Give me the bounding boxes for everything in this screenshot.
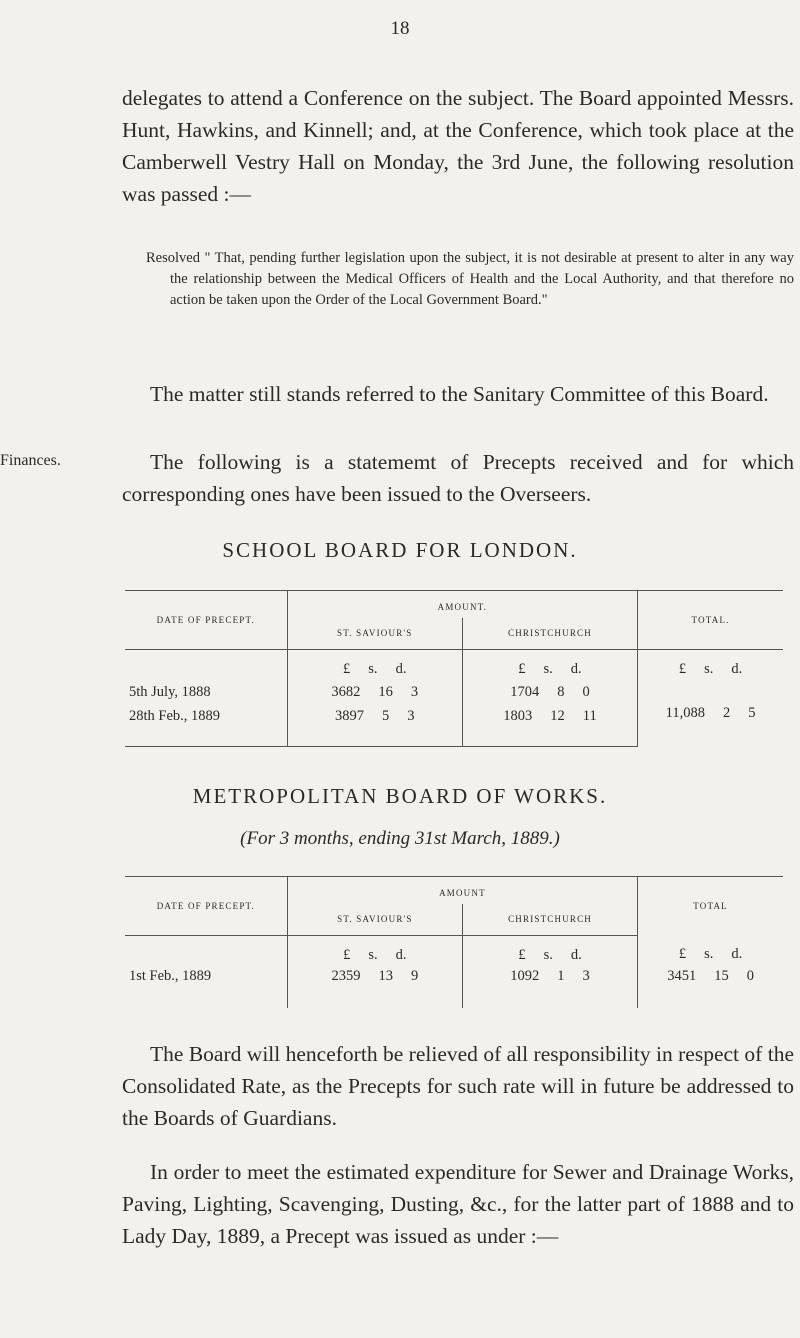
- table-row: 28th Feb., 1889 3897 5 3 1803 12 11: [125, 704, 783, 747]
- metro-board-table: [125, 876, 783, 1008]
- header-total: TOTAL: [638, 877, 783, 936]
- matter-paragraph: The matter still stands referred to the Sanitary Committee of this Board.: [150, 382, 769, 406]
- relieved-paragraph: The Board will henceforth be relieved of all responsibility in respect of the Consolidated Rate, as the Precepts for such rate will in future be addressed to the Boards of Guardians.: [122, 1042, 794, 1130]
- units-total: £ s. d.: [678, 660, 743, 677]
- page-number: 18: [390, 18, 410, 39]
- resolution-body: Resolved " That, pending further legislation upon the subject, it is not desirable at present to alter in any way the relationship between the Medical Officers of Health and the Local Authority, and that therefore no action be taken upon the Order of the Local Government Board.": [146, 250, 794, 308]
- units-st-saviours: £ s. d.: [343, 946, 407, 963]
- header-st-saviours: ST. SAVIOUR'S: [287, 618, 462, 650]
- header-amount: AMOUNT.: [287, 591, 637, 618]
- table-row: 1st Feb., 1889 2359 13 9 1092 1 3 3451 15 0: [125, 966, 783, 1008]
- header-amount: AMOUNT: [287, 877, 637, 904]
- header-date: DATE OF PRECEPT.: [125, 591, 287, 650]
- header-date: DATE OF PRECEPT.: [125, 877, 287, 936]
- units-christchurch: £ s. d.: [518, 660, 582, 677]
- metro-board-heading: METROPOLITAN BOARD OF WORKS.: [192, 784, 608, 808]
- header-christchurch: CHRISTCHURCH: [462, 618, 637, 650]
- school-board-total: 11,088 2 5: [665, 704, 756, 721]
- units-st-saviours: £ s. d.: [343, 660, 407, 677]
- margin-note-finances: Finances.: [0, 452, 61, 469]
- metro-board-subheading: (For 3 months, ending 31st March, 1889.): [240, 828, 560, 849]
- resolution-text: [146, 248, 794, 311]
- school-board-table: [125, 590, 783, 747]
- header-christchurch: CHRISTCHURCH: [462, 904, 637, 936]
- intro-paragraph: delegates to attend a Conference on the subject. The Board appointed Messrs. Hunt, Hawkins, and Kinnell; and, at the Conference, which took place at the Camberwell Vestry Hall on Monday, the 3rd June, the following resolution was passed :—: [122, 86, 794, 206]
- table-row: 5th July, 1888 3682 16 3 1704 8 0 11,088 2 5: [125, 680, 783, 704]
- units-christchurch: £ s. d.: [518, 946, 582, 963]
- finances-paragraph: The following is a statememt of Precepts received and for which corresponding ones have been issued to the Overseers.: [122, 450, 794, 506]
- units-total: £ s. d.: [678, 946, 743, 963]
- header-st-saviours: ST. SAVIOUR'S: [287, 904, 462, 936]
- school-board-heading: SCHOOL BOARD FOR LONDON.: [222, 538, 578, 562]
- header-total: TOTAL.: [638, 591, 783, 650]
- order-paragraph: In order to meet the estimated expenditure for Sewer and Drainage Works, Paving, Lighting, Scavenging, Dusting, &c., for the latter part of 1888 and to Lady Day, 1889, a Precept was issued as under :—: [122, 1160, 794, 1248]
